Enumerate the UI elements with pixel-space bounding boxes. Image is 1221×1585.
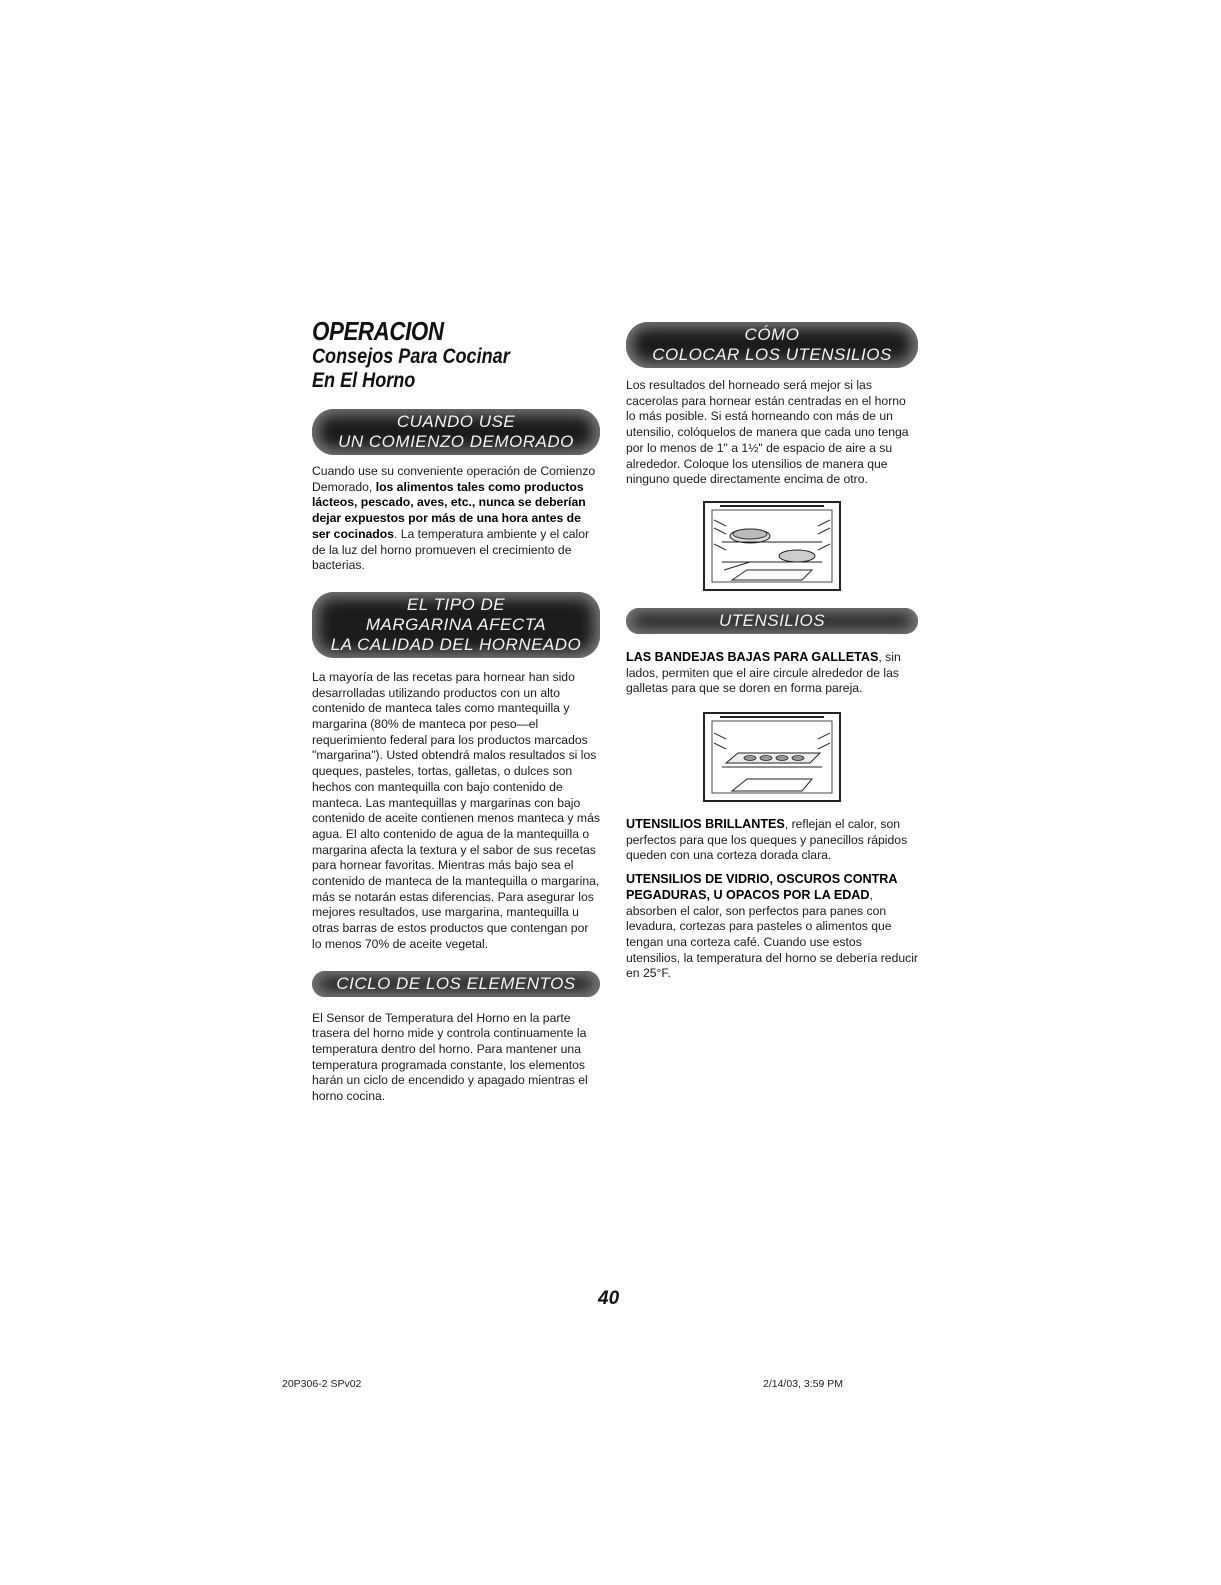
- oven-cookie-sheet-illustration: [702, 711, 842, 803]
- element-cycle-heading-line: CICLO DE LOS ELEMENTOS: [336, 973, 576, 993]
- page-subtitle-line2: En El Horno: [312, 369, 416, 392]
- delay-start-heading: [312, 409, 600, 455]
- utensils-heading-line: UTENSILIOS: [718, 610, 826, 630]
- dark-utensils-label: UTENSILIOS DE VIDRIO, OSCUROS CONTRA PEGADURAS, U OPACOS POR LA EDAD: [626, 872, 898, 902]
- element-cycle-heading: [312, 971, 600, 997]
- dark-utensils-text: [626, 872, 918, 982]
- delay-start-text-warning: los alimentos tales como productos lácteos, pescado, aves, etc., nunca se deberían dejar expuestos por más de una hora antes de ser cocinados: [312, 479, 586, 541]
- placing-utensils-text: Los resultados del horneado será mejor si las cacerolas para hornear están centradas en el horno lo más posible. Si está horneando con más de un utensilio, colóquelos de manera que cada uno tenga por lo menos de 1" a 1½" de espacio de aire a su alrededor. Coloque los utensilios de manera que ninguno quede directamente encima de otro.: [626, 378, 909, 487]
- cookie-sheets-label: LAS BANDEJAS BAJAS PARA GALLETAS: [626, 649, 879, 664]
- margarine-heading-line2: MARGARINA AFECTA: [365, 614, 547, 634]
- document-code: 20P306-2 SPv02: [282, 1378, 362, 1390]
- cookie-sheets-text: [626, 650, 918, 697]
- margarine-heading-line3: LA CALIDAD DEL HORNEADO: [330, 634, 582, 654]
- delay-start-heading-line2: UN COMIENZO DEMORADO: [338, 432, 574, 451]
- margarine-heading-line1: EL TIPO DE: [406, 594, 506, 614]
- document-date: 2/14/03, 3:59 PM: [763, 1378, 843, 1390]
- shiny-utensils-label: UTENSILIOS BRILLANTES: [626, 817, 785, 832]
- utensils-heading: [626, 608, 918, 634]
- page-subtitle-line1: Consejos Para Cocinar: [312, 345, 510, 368]
- element-cycle-text: El Sensor de Temperatura del Horno en la parte trasera del horno mide y controla continuamente la temperatura dentro del horno. Para mantener una temperatura programada constante, los elementos harán un ciclo de encendido y apagado mientras el horno cocina.: [312, 1010, 588, 1104]
- delay-start-text-end: . La temperatura ambiente y el calor de la luz del horno promueven el crecimiento de bacterias.: [312, 526, 590, 573]
- dark-utensils-description: , absorben el calor, son perfectos para panes con levadura, cortezas para pasteles o alimentos que tengan una corteza café. Cuando use estos utensilios, la temperatura del horno se debería reducir en 25°F.: [626, 887, 918, 981]
- margarine-heading: [312, 592, 600, 658]
- placing-utensils-heading-line1: CÓMO: [744, 325, 800, 344]
- shiny-utensils-description: , reflejan el calor, son perfectos para que los queques y panecillos rápidos queden con una corteza dorada clara.: [626, 817, 908, 863]
- placing-utensils-heading: [626, 322, 918, 368]
- left-column: [312, 318, 600, 1105]
- shiny-utensils-text: [626, 817, 918, 864]
- placing-utensils-heading-line2: COLOCAR LOS UTENSILIOS: [652, 345, 892, 364]
- delay-start-text: [312, 464, 600, 574]
- margarine-text: La mayoría de las recetas para hornear han sido desarrolladas utilizando productos con un alto contenido de manteca tales como mantequilla y margarina (80% de manteca por peso—el requerimiento federal para los productos marcados "margarina"). Usted obtendrá malos resultados si los queques, pasteles, tortas, galletas, o dulces son hechos con mantequilla con bajo contenido de manteca. Las mantequillas y margarinas con bajo contenido de aceite contienen menos manteca y más agua. El alto contenido de agua de la mantequilla o margarina afecta la textura y el sabor de sus recetas para hornear favoritas. Mientras más bajo sea el contenido de manteca de la mantequilla o margarina, más se notarán estas diferencias. Para asegurar los mejores resultados, use margarina, mantequilla u otras barras de estos productos que contengan por lo menos 70% de aceite vegetal.: [312, 669, 600, 951]
- oven-pans-illustration: [702, 500, 842, 592]
- right-column: [626, 322, 918, 982]
- page-title: OPERACION: [312, 316, 444, 346]
- delay-start-heading-line1: CUANDO USE: [396, 412, 516, 431]
- page-number: 40: [598, 1288, 620, 1309]
- delay-start-text-intro: Cuando use su conveniente operación de Comienzo Demorado,: [312, 464, 596, 494]
- cookie-sheets-description: , sin lados, permiten que el aire circule alrededor de las galletas para que se doren en forma pareja.: [626, 649, 901, 696]
